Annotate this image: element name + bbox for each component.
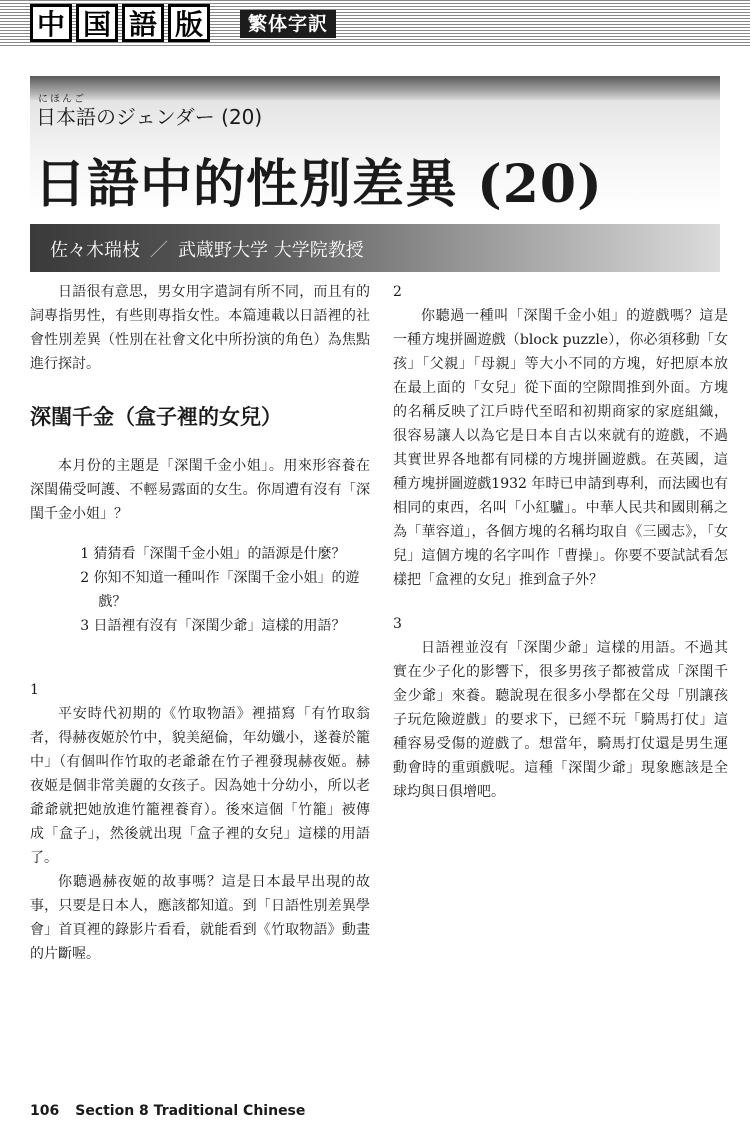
question-item: 2 你知不知道一種叫作「深閨千金小姐」的遊戲？ <box>80 570 360 610</box>
section-number: 3 <box>393 616 402 632</box>
logo-char-3: 語 <box>122 4 164 42</box>
section-1-paragraph: 平安時代初期的《竹取物語》裡描寫「有竹取翁者，得赫夜姬於竹中，貌美絕倫，年幼孅小，遂養於籠中」（有個叫作竹取的老爺爺在竹子裡發現赫夜姬。赫夜姬是個非常美麗的女孩子。因為她十分幼小，所以老爺爺就把她放進竹籠裡養育）。後來這個「竹籠」被傳成「盒子」，然後就出現「盒子裡的女兒」這樣的用語了。 <box>30 706 370 866</box>
page-number: 106 <box>30 1103 60 1119</box>
logo-char-1: 中 <box>30 4 72 42</box>
page-footer <box>30 1103 305 1119</box>
theme-paragraph: 本月份的主題是「深閨千金小姐」。用來形容養在深閨備受呵護、不輕易露面的女生。你周遭有沒有「深閨千金小姐」？ <box>30 458 370 522</box>
title-band <box>30 76 720 100</box>
section-2-paragraph: 你聽過一種叫「深閨千金小姐」的遊戲嗎？這是一種方塊拼圖遊戲（block puzzle），你必須移動「女孩」「父親」「母親」等大小不同的方塊，好把原本放在最上面的「女兒」從下面的空隙間推到外面。方塊的名稱反映了江戶時代至昭和初期商家的家庭組織，很容易讓人以為它是日本自古以來就有的遊戲，不過其實世界各地都有同樣的方塊拼圖遊戲。在英國，這種方塊拼圖遊戲1932 年時已申請到專利，而法國也有相同的東西，名叫「小紅驢」。中華人民共和國則稱之為「華容道」，各個方塊的名稱均取自《三國志》，「女兒」這個方塊的名字叫作「曹操」。你要不要試試看怎樣把「盒裡的女兒」推到盒子外？ <box>393 308 728 588</box>
author-name: 佐々木瑞枝 <box>50 240 140 261</box>
section-number: 2 <box>393 284 402 300</box>
author-affiliation: 武蔵野大学 大学院教授 <box>178 240 364 261</box>
logo-char-2: 国 <box>76 4 118 42</box>
question-list <box>62 542 370 638</box>
logo-char-4: 版 <box>168 4 210 42</box>
furigana: にほんご <box>38 94 86 105</box>
question-item: 1 猜猜看「深閨千金小姐」的語源是什麼？ <box>80 546 346 562</box>
japanese-series-title: 日本語のジェンダー (20) <box>36 105 263 129</box>
question-item: 3 日語裡有沒有「深閨少爺」這樣的用語？ <box>80 618 346 634</box>
right-column <box>393 280 728 804</box>
section-1-paragraph: 你聽過赫夜姬的故事嗎？這是日本最早出現的故事，只要是日本人，應該都知道。到「日語性別差異學會」首頁裡的錄影片看看，就能看到《竹取物語》動畫的片斷喔。 <box>30 874 370 962</box>
edition-badge: 繁体字訳 <box>240 10 336 38</box>
intro-paragraph: 日語很有意思，男女用字遣詞有所不同，而且有的詞專指男性，有些則專指女性。本篇連載以日語裡的社會性別差異（性別在社會文化中所扮演的角色）為焦點進行探討。 <box>30 284 370 372</box>
author-separator: ／ <box>150 240 168 261</box>
section-3-paragraph: 日語裡並沒有「深閨少爺」這樣的用語。不過其實在少子化的影響下，很多男孩子都被當成「深閨千金少爺」來養。聽說現在很多小學都在父母「別讓孩子玩危險遊戲」的要求下，已經不玩「騎馬打仗」這種容易受傷的遊戲了。想當年，騎馬打仗還是男生運動會時的重頭戲呢。這種「深閨少爺」現象應該是全球均與日俱增吧。 <box>393 640 728 800</box>
section-number: 1 <box>30 682 39 698</box>
author-line <box>50 236 364 262</box>
page-title: 日語中的性別差異 (20) <box>34 154 603 215</box>
edition-logo <box>30 4 210 42</box>
left-column <box>30 280 370 966</box>
section-label: Section 8 Traditional Chinese <box>75 1103 306 1119</box>
section-heading: 深閨千金（盒子裡的女兒） <box>30 405 282 429</box>
